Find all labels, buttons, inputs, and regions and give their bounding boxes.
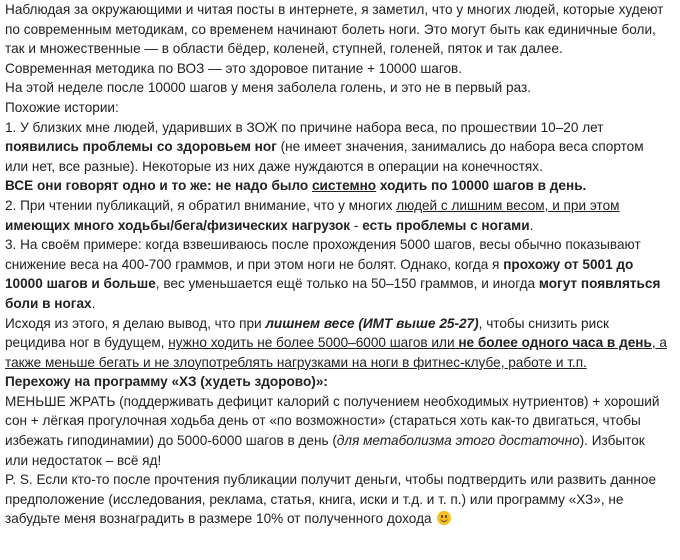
story-1: 1. У близких мне людей, ударивших в ЗОЖ по причине набора веса, по прошествии 10–20 лет появились проблемы со здоровьем ног (не имеет значения, занимались до набора веса спортом или нет, все разные). Некоторые из них даже нуждаются в операции на конечностях. bbox=[5, 119, 644, 174]
program-heading: Перехожу на программу «ХЗ (худеть здорово)»: bbox=[5, 374, 328, 390]
ps-paragraph: P. S. Если кто-то после прочтения публикации получит деньги, чтобы подтвердить или развить данное предположение (исследования, реклама, статья, книга, иски и т.д. и т. п.) или программу «ХЗ», не забудьте меня вознаградить в размере 10% от полученного дохода bbox=[5, 472, 657, 527]
story-3: 3. На своём примере: когда взвешиваюсь после прохождения 5000 шагов, весы обычно показывают снижение веса на 400-700 граммов, и при этом ноги не болят. Однако, когда я прохожу от 5001 до 10000 шагов и больше, вес уменьшается ещё только на 50–150 граммов, и иногда могут появляться боли в ногах. bbox=[5, 237, 661, 311]
similar-stories-heading: Похожие истории: bbox=[5, 99, 119, 115]
program-description: МЕНЬШЕ ЖРАТЬ (поддерживать дефицит калорий с получением необходимых нутриентов) + хороший сон + лёгкая прогулочная ходьба день от «по возможности» (стараться хоть как-то двигаться, чтобы избежать гиподинамии) до 5000-6000 шагов в день (для метаболизма этого достаточно). Избыток или недостаток – всё яд! bbox=[5, 393, 660, 468]
smiling-face-icon bbox=[437, 511, 451, 525]
this-week-line: На этой неделе после 10000 шагов у меня заболела голень, и это не в первый раз. bbox=[5, 80, 532, 96]
all-say-same-line: ВСЕ они говорят одно и то же: не надо было системно ходить по 10000 шагов в день. bbox=[5, 178, 587, 194]
who-method-line: Современная методика по ВОЗ — это здоровое питание + 10000 шагов. bbox=[5, 60, 463, 76]
story-2: 2. При чтении публикаций, я обратил внимание, что у многих людей с лишним весом, и при этом имеющих много ходьбы/бега/физических нагрузок - есть проблемы с ногами. bbox=[5, 197, 620, 233]
conclusion-paragraph: Исходя из этого, я делаю вывод, что при лишнем весе (ИМТ выше 25-27), чтобы снизить риск рецидива ног в будущем, нужно ходить не более 5000–6000 шагов или не более одного часа в день, а также меньше бегать и не злоупотреблять нагрузками на ноги в фитнес-клубе, работе и т.п. bbox=[5, 315, 667, 370]
intro-paragraph: Наблюдая за окружающими и читая посты в интернете, я заметил, что у многих людей, которые худеют по современным методикам, со временем начинают болеть ноги. Это могут быть как единичные боли, так и множественные — в области бёдер, коленей, ступней, голеней, пяток и так далее. bbox=[5, 2, 664, 57]
